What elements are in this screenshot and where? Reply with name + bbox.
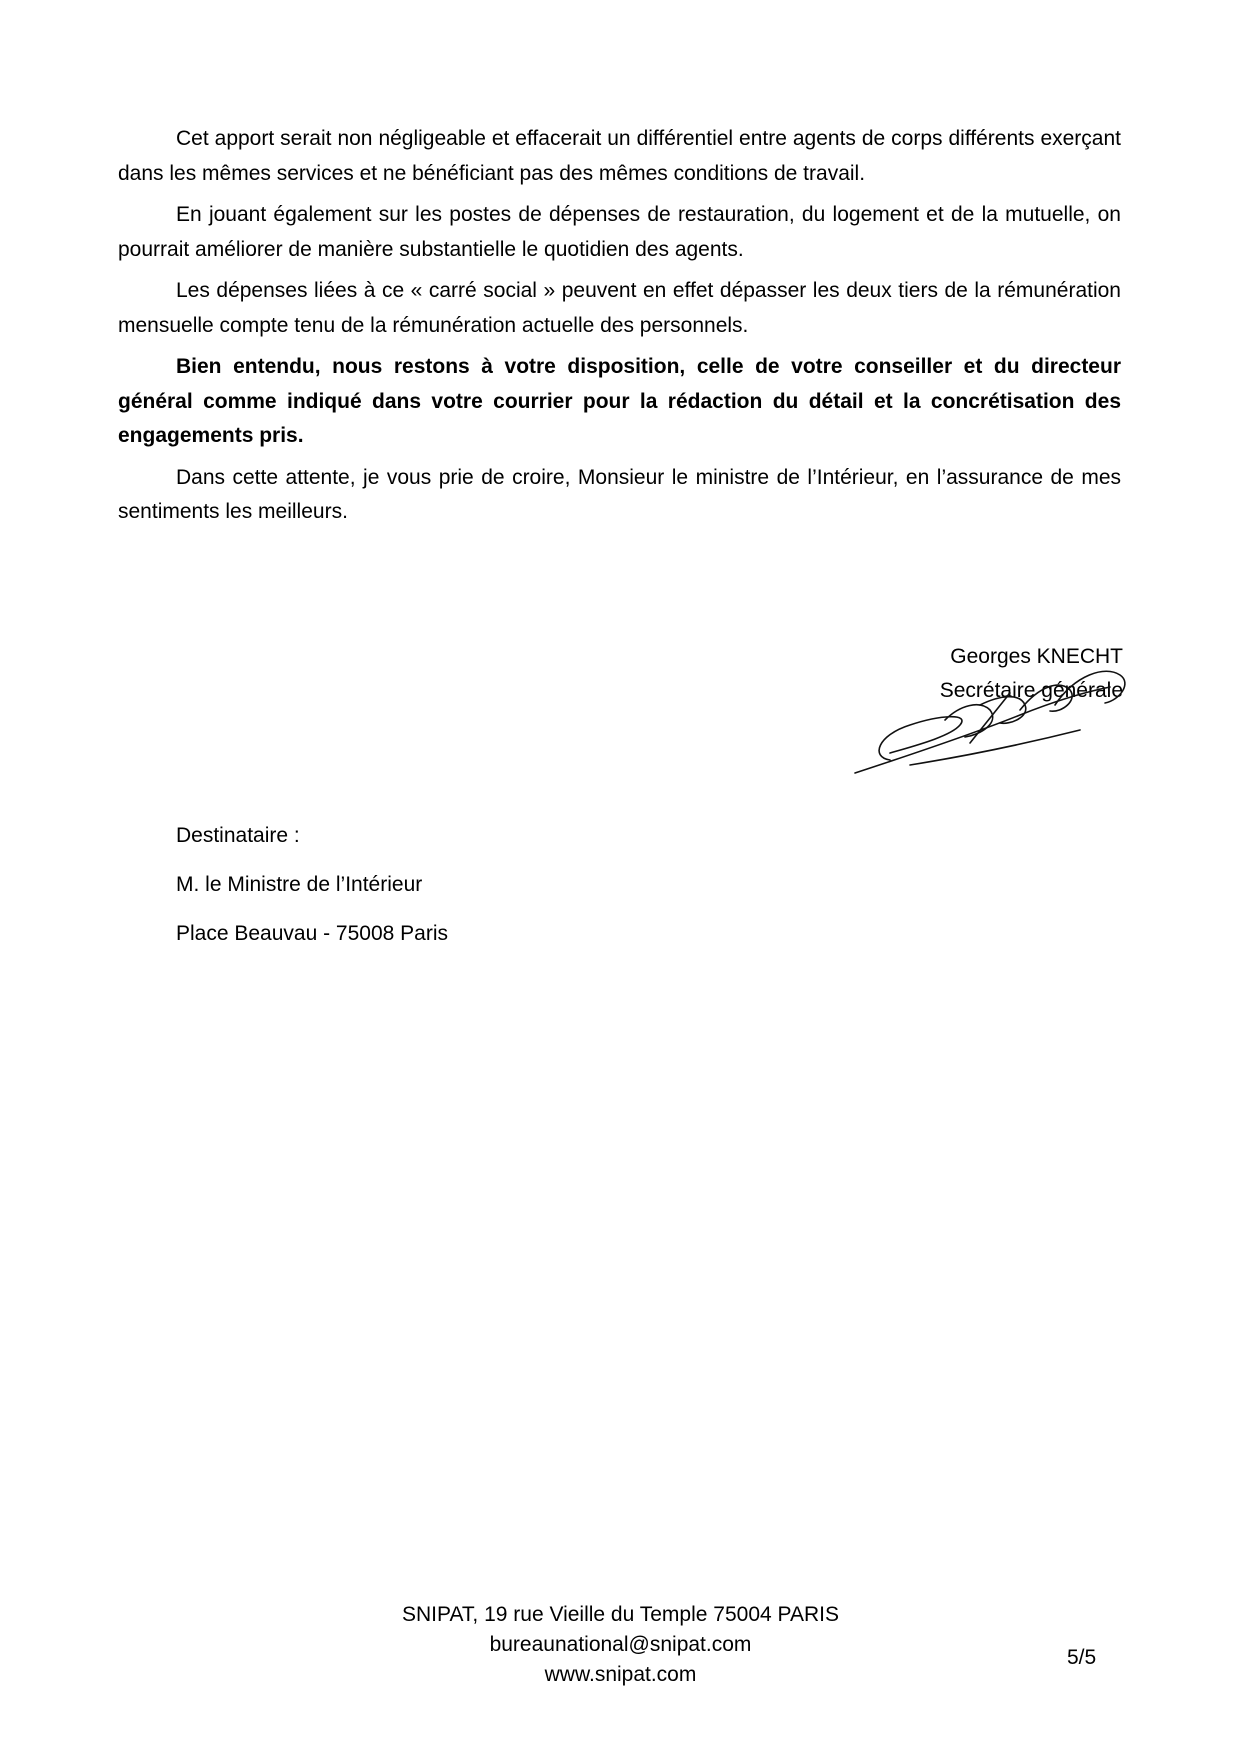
handwritten-signature bbox=[850, 665, 1150, 785]
paragraph-2: En jouant également sur les postes de dépenses de restauration, du logement et de la mutuelle, on pourrait améliorer de manière substantielle le quotidien des agents. bbox=[118, 203, 1121, 261]
footer-email: bureaunational@snipat.com bbox=[489, 1633, 752, 1656]
page-footer bbox=[0, 1600, 1241, 1690]
paragraph-1: Cet apport serait non négligeable et effacerait un différentiel entre agents de corps différents exerçant dans les mêmes services et ne bénéficiant pas des mêmes conditions de travail. bbox=[118, 127, 1121, 185]
paragraph-3: Les dépenses liées à ce « carré social » peuvent en effet dépasser les deux tiers de la rémunération mensuelle compte tenu de la rémunération actuelle des personnels. bbox=[118, 279, 1121, 337]
footer-website: www.snipat.com bbox=[544, 1663, 697, 1686]
paragraph-5-closing: Dans cette attente, je vous prie de croire, Monsieur le ministre de l’Intérieur, en l’assurance de mes sentiments les meilleurs. bbox=[118, 465, 1121, 523]
letter-body bbox=[118, 122, 1121, 537]
recipient-block bbox=[176, 821, 448, 968]
recipient-label: Destinataire : bbox=[176, 824, 300, 847]
footer-address: SNIPAT, 19 rue Vieille du Temple 75004 PARIS bbox=[402, 1603, 839, 1626]
recipient-address: Place Beauvau - 75008 Paris bbox=[176, 922, 449, 945]
signatory-name: Georges KNECHT bbox=[950, 645, 1123, 668]
signatory-title: Secrétaire générale bbox=[939, 679, 1123, 702]
recipient-name: M. le Ministre de l’Intérieur bbox=[176, 873, 423, 896]
paragraph-4-bold: Bien entendu, nous restons à votre disposition, celle de votre conseiller et du directeur général comme indiqué dans votre courrier pour la rédaction du détail et la concrétisation des engagements pris. bbox=[118, 355, 1121, 447]
page-number: 5/5 bbox=[1067, 1646, 1097, 1669]
